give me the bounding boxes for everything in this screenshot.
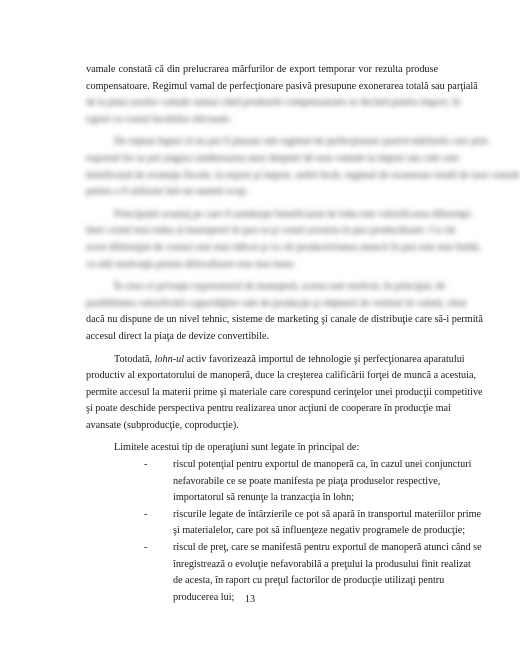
blurred-text-line: de la plata taxelor vamale numai când produsele compensatoare se declară pentru import, în [86,97,461,109]
blurred-text-line: În ceea ce priveşte exportatorul de manoperă, acesta este motivat, în principal, de [114,281,446,293]
paragraph-2 [86,134,520,200]
page-number: 13 [244,594,256,605]
lohn-term: lohn-ul [154,353,185,365]
paragraph-4 [86,279,483,345]
text-line: producerea lui; [173,591,235,603]
text-line: avansate (subproducţie, coproducţie). [86,419,239,431]
text-line [86,352,465,369]
text-line: accesul direct la piaţa de devize convertibile. [86,330,269,342]
blurred-text-line: Principalul avantaj pe care îl urmăreşte beneficiarul de lohn este valorificarea diferenţei [114,208,472,220]
blurred-text-line: pentru a fi utilizate într-un anumit scop. [86,186,248,198]
text-line: nefavorabile ce se poate manifesta pe piaţa produselor respective, [173,475,441,487]
list-item [86,457,472,507]
blurred-text-line: între costul mai redus al manoperei în ţara sa şi costul acesteia în ţara producătoare. Cu cât [86,225,456,237]
blurred-text-line: posibilitatea valorificării capacităţilor sale de producţie şi obţinerii de venituri în valută, chiar [86,297,468,309]
paragraph-1 [86,62,478,128]
list-item [86,507,482,540]
blurred-text-line: raport cu costul lucrărilor efectuate. [86,113,232,125]
text-line: dacă nu dispune de un nivel tehnic, sisteme de marketing şi canale de distribuţie care să-i permită [86,314,483,326]
dash-marker: - [144,459,148,471]
limitations-list [86,457,482,606]
page-body [86,62,520,606]
text-line: compensatoare. Regimul vamal de perfecţionare pasivă presupune exonerarea totală sau parţială [86,80,478,92]
blurred-text-line: acest diferenţial de costuri este mai ridicat şi cu cât productivitatea muncii în ţara este mai înaltă, [86,241,481,253]
text-line: permite accesul la materii prime şi materiale care corespund cerinţelor unei producţii competitive [86,386,483,398]
blurred-text-line: beneficiază de avantaje fiscale, la export şi import, astfel încât, regimul de exonerare totală de taxe vamale [86,169,520,181]
text-line: şi materialelor, care pot să influenţeze negativ programele de producţie; [173,525,466,537]
blurred-text-line: exportul lor se pot asigura rambursarea unor drepturi de taxe vamale la import sau cele care [86,152,460,164]
text-line: riscul potenţial pentru exportul de manoperă ca, în cazul unei conjuncturi [173,459,472,471]
dash-marker: - [144,542,148,554]
lead-word: Totodată, [114,353,153,365]
text-line: importatorul să renunţe la tranzacţia în lohn; [173,492,355,504]
dash-marker: - [144,508,148,520]
text-line: productiv al exportatorului de manoperă, duce la creşterea calificării forţei de muncă a acestuia, [86,370,477,382]
blurred-text-line: cu atât motivaţia pentru delocalizare este mai mare. [86,258,296,270]
text-line: de acesta, în raport cu preţul factorilor de producţie utilizaţi pentru [173,575,445,587]
text-fragment: activ favorizează importul de tehnologie şi perfecţionarea aparatului [186,353,465,365]
list-intro: Limitele acestui tip de operaţiuni sunt legate în principal de: [114,442,360,454]
text-line: riscul de preţ, care se manifestă pentru exportul de manoperă atunci când se [173,542,482,554]
text-line: vamale constată că din prelucrarea mărfurilor de export temporar vor rezulta produse [86,64,438,75]
text-line: riscurile legate de întârzierile ce pot să apară în transportul materiilor prime [173,508,482,520]
paragraph-3 [86,207,481,273]
paragraph-5 [86,352,483,435]
text-line: înregistrează o evoluţie nefavorabilă a preţului la produsului finit realizat [173,558,471,570]
blurred-text-line: De reţinut faptul că nu pot fi plasate sub regimul de perfecţionare pasivă mărfurile care prin [114,136,488,148]
text-line: şi poate deschide perspectiva pentru realizarea unor acţiuni de cooperare în producţie mai [86,403,451,415]
